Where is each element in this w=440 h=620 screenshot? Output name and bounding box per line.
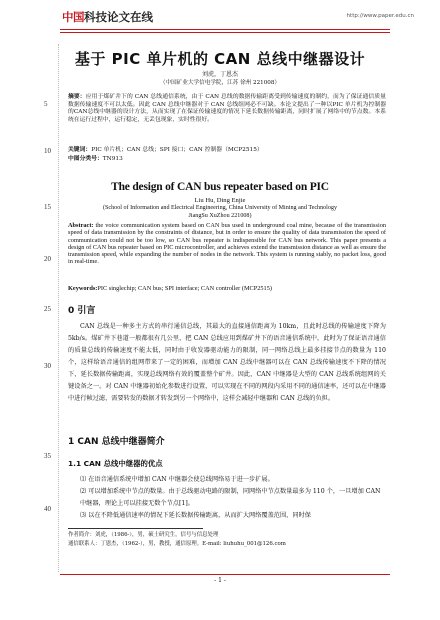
line-number: 25 bbox=[44, 305, 51, 313]
line-number: 20 bbox=[44, 255, 51, 263]
site-url[interactable]: http://www.paper.edu.cn bbox=[346, 13, 414, 19]
list-item: ⑵ 可以增加系统中节点的数量。由于总线驱动电路的限制，同网络中节点数量最多为 110 个，一旦增加 CAN 中继器，理论上可以挂接无数个节点[1]。 bbox=[80, 488, 381, 507]
authors-en: Liu Hu, Ding Enjie bbox=[194, 197, 246, 204]
keywords-en-text: PIC singlechip; CAN bus; SPI interface; CAN controller (MCP2515) bbox=[97, 285, 272, 292]
footnote-author: 作者简介：刘虎，（1986-），男，硕士研究生，信号与信息处理 bbox=[68, 532, 219, 538]
clc-text: TN913 bbox=[102, 156, 123, 162]
line-number: 30 bbox=[44, 362, 51, 370]
section-1-heading: 1 CAN 总线中继器简介 bbox=[68, 437, 165, 447]
margin-divider bbox=[58, 44, 61, 572]
abstract-cn-label: 摘要： bbox=[68, 94, 86, 100]
site-logo[interactable] bbox=[62, 10, 153, 24]
keywords-en bbox=[68, 285, 386, 292]
affiliation-en-line1: (School of Information and Electrical Engineering, China University of Mining and Technology bbox=[102, 205, 337, 211]
abstract-en-text: the voice communication system based on CAN bus used in underground coal mine, because of the transmission speed of data transmission by the constraints of distance, but in order to ensure the quality of data transmission the speed of communication could not be too low, so CAN bus repeater is indispensible for CAN bus network. This paper presents a design of CAN bus repeater based on PIC microcontroller, and achieves extend the transmission distance as well as ensure the transmission speed, while expanding the number of nodes in the network. This system is running stably, no packet loss, good in real-time. bbox=[68, 222, 386, 266]
line-number: 40 bbox=[44, 505, 51, 513]
header-rule-thin bbox=[60, 32, 390, 33]
authors-cn: 刘虎，丁恩杰 bbox=[201, 71, 238, 78]
keywords-cn-label: 关键词： bbox=[68, 147, 92, 153]
keywords-en-label: Keywords: bbox=[68, 285, 98, 292]
page-header bbox=[0, 0, 440, 30]
paper-title-en: The design of CAN bus repeater based on PIC bbox=[111, 181, 329, 193]
keywords-cn-text: PIC 单片机；CAN 总线；SPI 接口；CAN 控制器（MCP2515） bbox=[91, 147, 263, 153]
abstract-en-label: Abstract: bbox=[68, 222, 94, 229]
list-item: ⑶ 以在不降低通信速率的情况下延长数据传输距离，从而扩大网络覆盖范围，同时保 bbox=[80, 512, 311, 519]
section-0-heading: 0 引言 bbox=[68, 306, 96, 316]
keywords-cn bbox=[68, 147, 386, 155]
abstract-cn-text: 应用于煤矿井下的 CAN 总线通信系统，由于 CAN 总线的数据传输距离受到传输速度的制约，而为了保证通信质量数据传输速度不可以太低。因此 CAN 总线中继器对于 CAN 总线组网必不可缺。本论文提出了一种以PIC 单片机为控制器的CAN总线中继器的设计方法，从而实现了在保证传输速度的情况下延长数据传输距离，同时扩展了网络中的节点数。本系统在运行过程中，运行稳定，无丢包现象，实时性很好。 bbox=[68, 94, 386, 123]
footnote-rule bbox=[68, 528, 203, 529]
footer-rule bbox=[60, 574, 390, 575]
footnote-contact: 通信联系人：丁恩杰，（1962-），男，教授，通信原理。E-mail: liuhuhu_001@126.com bbox=[68, 541, 286, 547]
line-number: 35 bbox=[44, 452, 51, 460]
affiliation-en-line2: JiangSu XuZhou 221008) bbox=[188, 213, 252, 219]
affiliation-cn: （中国矿业大学信电学院，江苏 徐州 221008） bbox=[159, 80, 280, 86]
abstract-cn bbox=[68, 94, 386, 124]
clc-number bbox=[68, 156, 386, 164]
logo-mark: 中国 bbox=[62, 10, 84, 24]
list-item: ⑴ 在语音通信系统中增加 CAN 中继器会使总线网络易于进一步扩展。 bbox=[80, 476, 274, 483]
section-0-body: CAN 总线是一种多主方式的串行通信总线，其最大的直接通信距离为 10km，且此时总线的传输速度下降为 5kb/s。煤矿井下巷道一般都很有几公里，把 CAN 总线应用到煤矿井下的语音通信系统中，此时为了保证语音通信的质量总线的传输速度不能太低，同时由于收发器驱动能力的限制，同一网络总线上最多挂接节点的数量为 110 个，这样给语音通信的组网带来了一定的困难，而增加 CAN 总线中继器可以在 CAN 总线传输速度不下降的情况下，延长数据传输距离，实现总线网络有效的覆盖整个矿井。因此，CAN 中继器是大型的 CAN 总线系统组网的关键设备之一。对 CAN 中继器初始化参数进行设置，可以实现在不同的网段内采用不同的通信速率，还可以在中继器中进行帧过滤，需要转发的数据才转发到另一个网络中，这样会减轻中继器和 CAN 总线的负担。 bbox=[68, 323, 386, 402]
logo-text: 科技论文在线 bbox=[84, 10, 153, 24]
header-rule-thick bbox=[60, 29, 390, 30]
clc-label: 中图分类号： bbox=[68, 156, 103, 162]
line-number: 5 bbox=[44, 100, 48, 108]
paper-title-cn: 基于 PIC 单片机的 CAN 总线中继器设计 bbox=[74, 50, 366, 68]
subsection-1-1-heading: 1.1 CAN 总线中继器的优点 bbox=[68, 459, 163, 468]
line-number: 10 bbox=[44, 147, 51, 155]
abstract-en bbox=[68, 222, 386, 266]
page-number: - 1 - bbox=[214, 577, 226, 584]
line-number: 15 bbox=[44, 203, 51, 211]
